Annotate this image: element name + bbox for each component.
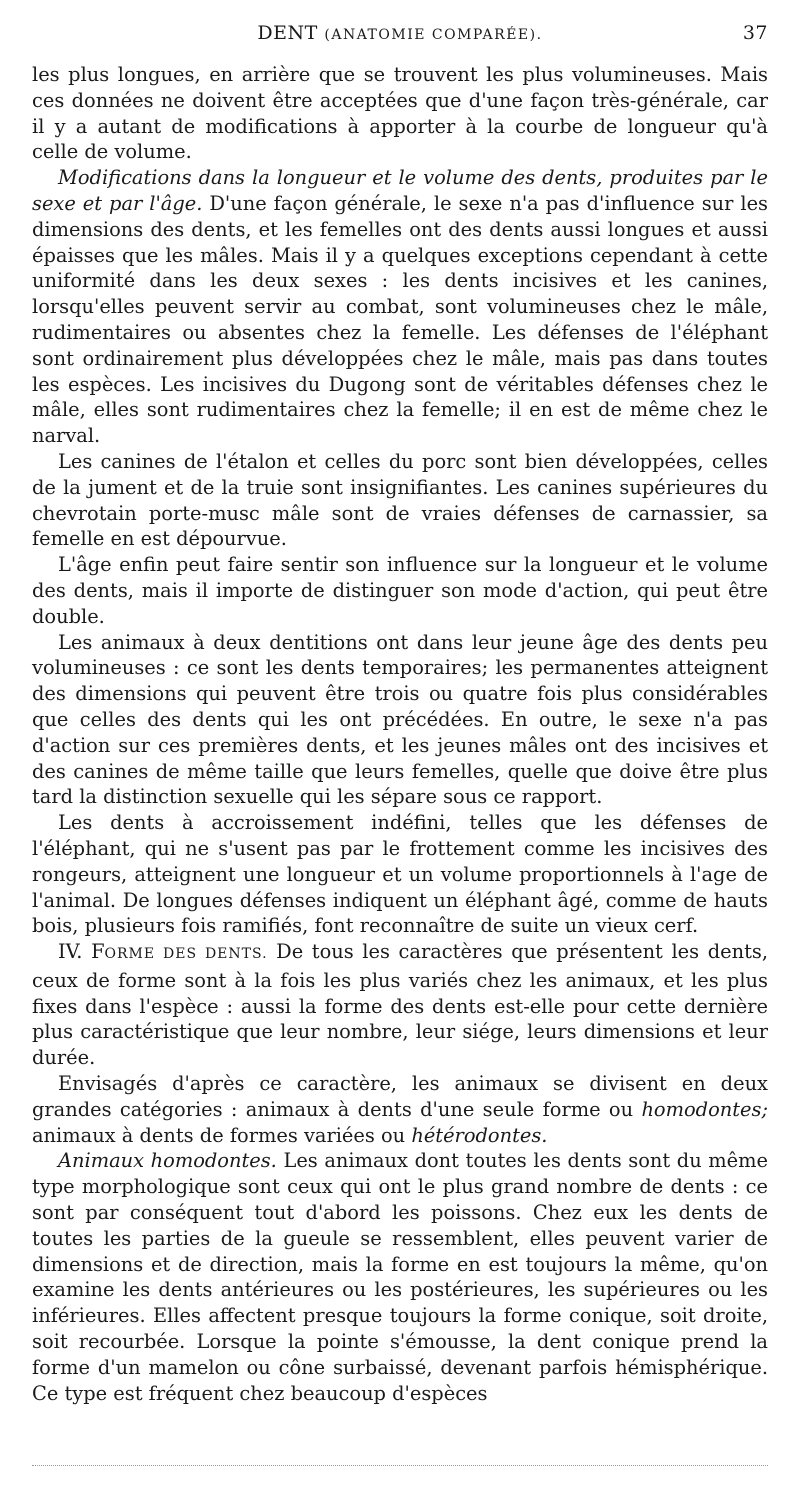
section-heading-small-caps: ORME DES DENTS. <box>104 946 268 963</box>
paragraph-2 <box>32 165 768 449</box>
paragraph-3-text: Les canines de l'étalon et celles du porc sont bien développées, celles de la jument et de la truie sont insignifiantes. Les canines supérieures du chevrotain porte-musc mâle sont de vraies défenses de carnassier, sa femelle en est dépourvue. <box>32 449 768 551</box>
page-number: 37 <box>742 22 768 44</box>
paragraph-5-text: Les animaux à deux dentitions ont dans leur jeune âge des dents peu volumineuses : ce sont les dents temporaires; les permanentes atteignent des dimensions qui peuvent être trois ou quatre fois plus considérables que celles des dents qui les ont précédées. En outre, le sexe n'a pas d'action sur ces premières dents, et les jeunes mâles ont des incisives et des canines de même taille que leurs femelles, quelle que doive être plus tard la distinction sexuelle qui les sépare sous ce rapport. <box>32 630 768 809</box>
section-heading-modifications: Modifications dans la longueur et le volume des dents, produites par le sexe et par l'âge. <box>32 166 768 215</box>
paragraph-9-text: Les animaux dont toutes les dents sont du même type morphologique sont ceux qui ont le plus grand nombre de dents : ce sont par conséquent tout d'abord les poissons. Chez eux les dents de toutes les parties de la gueule se ressemblent, elles peuvent varier de dimensions et de direction, mais la forme en est toujours la même, qu'on examine les dents antérieures ou les postérieures, les supérieures ou les inférieures. Elles affectent presque toujours la forme conique, soit droite, soit recourbée. Lorsque la pointe s'émousse, la dent conique prend la forme d'un mamelon ou cône surbaissé, devenant parfois hémisphérique. Ce type est fréquent chez beaucoup d'espèces <box>32 1149 769 1405</box>
paragraph-1-text: les plus longues, en arrière que se trouvent les plus volumineuses. Mais ces données ne doivent être acceptées que d'une façon très-générale, car il y a autant de modifications à apporter à la courbe de longueur qu'à celle de volume. <box>32 63 768 164</box>
paragraph-4-text: L'âge enfin peut faire sentir son influence sur la longueur et le volume des dents, mais il importe de distinguer son mode d'action, qui peut être double. <box>32 553 768 628</box>
paragraph-6-text: Les dents à accroissement indéfini, telles que les défenses de l'éléphant, qui ne s'usent pas par le frottement comme les incisives des rongeurs, atteignent une longueur et un volume proportionnels à l'age de l'animal. De longues défenses indiquent un éléphant âgé, comme de hauts bois, plusieurs fois ramifiés, font reconnaître de suite un vieux cerf. <box>32 811 768 938</box>
running-title-sub: (ANATOMIE COMPARÉE). <box>324 27 543 43</box>
running-title <box>32 22 768 44</box>
paragraph-5 <box>32 630 768 811</box>
page-body <box>32 62 768 1406</box>
paragraph-2-text: D'une façon générale, le sexe n'a pas d'influence sur les dimensions des dents, et les femelles ont des dents aussi longues et aussi épaisses que les mâles. Mais il y a quelques exceptions cependant à cette uniformité dans les deux sexes : les dents incisives et les canines, lorsqu'elles peuvent servir au combat, sont volumineuses chez le mâle, rudimentaires ou absentes chez la femelle. Les défenses de l'éléphant sont ordinairement plus développées chez le mâle, mais pas dans toutes les espèces. Les incisives du Dugong sont de véritables défenses chez le mâle, elles sont rudimentaires chez la femelle; il en est de même chez le narval. <box>32 191 769 448</box>
paragraph-8-text-b: animaux à dents de formes variées ou <box>32 1123 412 1147</box>
paragraph-1 <box>32 62 768 165</box>
footer-rule <box>32 1465 768 1470</box>
paragraph-6 <box>32 810 768 939</box>
paragraph-3 <box>32 449 768 552</box>
term-homodontes: homodontes; <box>641 1097 768 1121</box>
paragraph-9 <box>32 1148 768 1406</box>
section-heading-homodontes: Animaux homodontes. <box>58 1149 277 1173</box>
paragraph-7-text: De tous les caractères que présentent les dents, ceux de forme sont à la fois les plus variés chez les animaux, et les plus fixes dans l'espèce : aussi la forme des dents est-elle pour cette dernière plus caractéristique que leur nombre, leur siége, leurs dimensions et leur durée. <box>32 940 768 1070</box>
term-heterodontes: hétérodontes. <box>411 1123 548 1147</box>
paragraph-7 <box>32 939 768 1071</box>
section-heading-forme <box>91 940 267 963</box>
section-heading-first-letter: F <box>91 940 105 964</box>
paragraph-4 <box>32 552 768 629</box>
running-title-main: DENT <box>257 22 318 44</box>
section-number: IV. <box>58 940 83 964</box>
paragraph-8-text-a: Envisagés d'après ce caractère, les animaux se divisent en deux grandes catégories : animaux à dents d'une seule forme ou <box>32 1072 768 1121</box>
running-header <box>32 22 768 52</box>
paragraph-8 <box>32 1071 768 1148</box>
